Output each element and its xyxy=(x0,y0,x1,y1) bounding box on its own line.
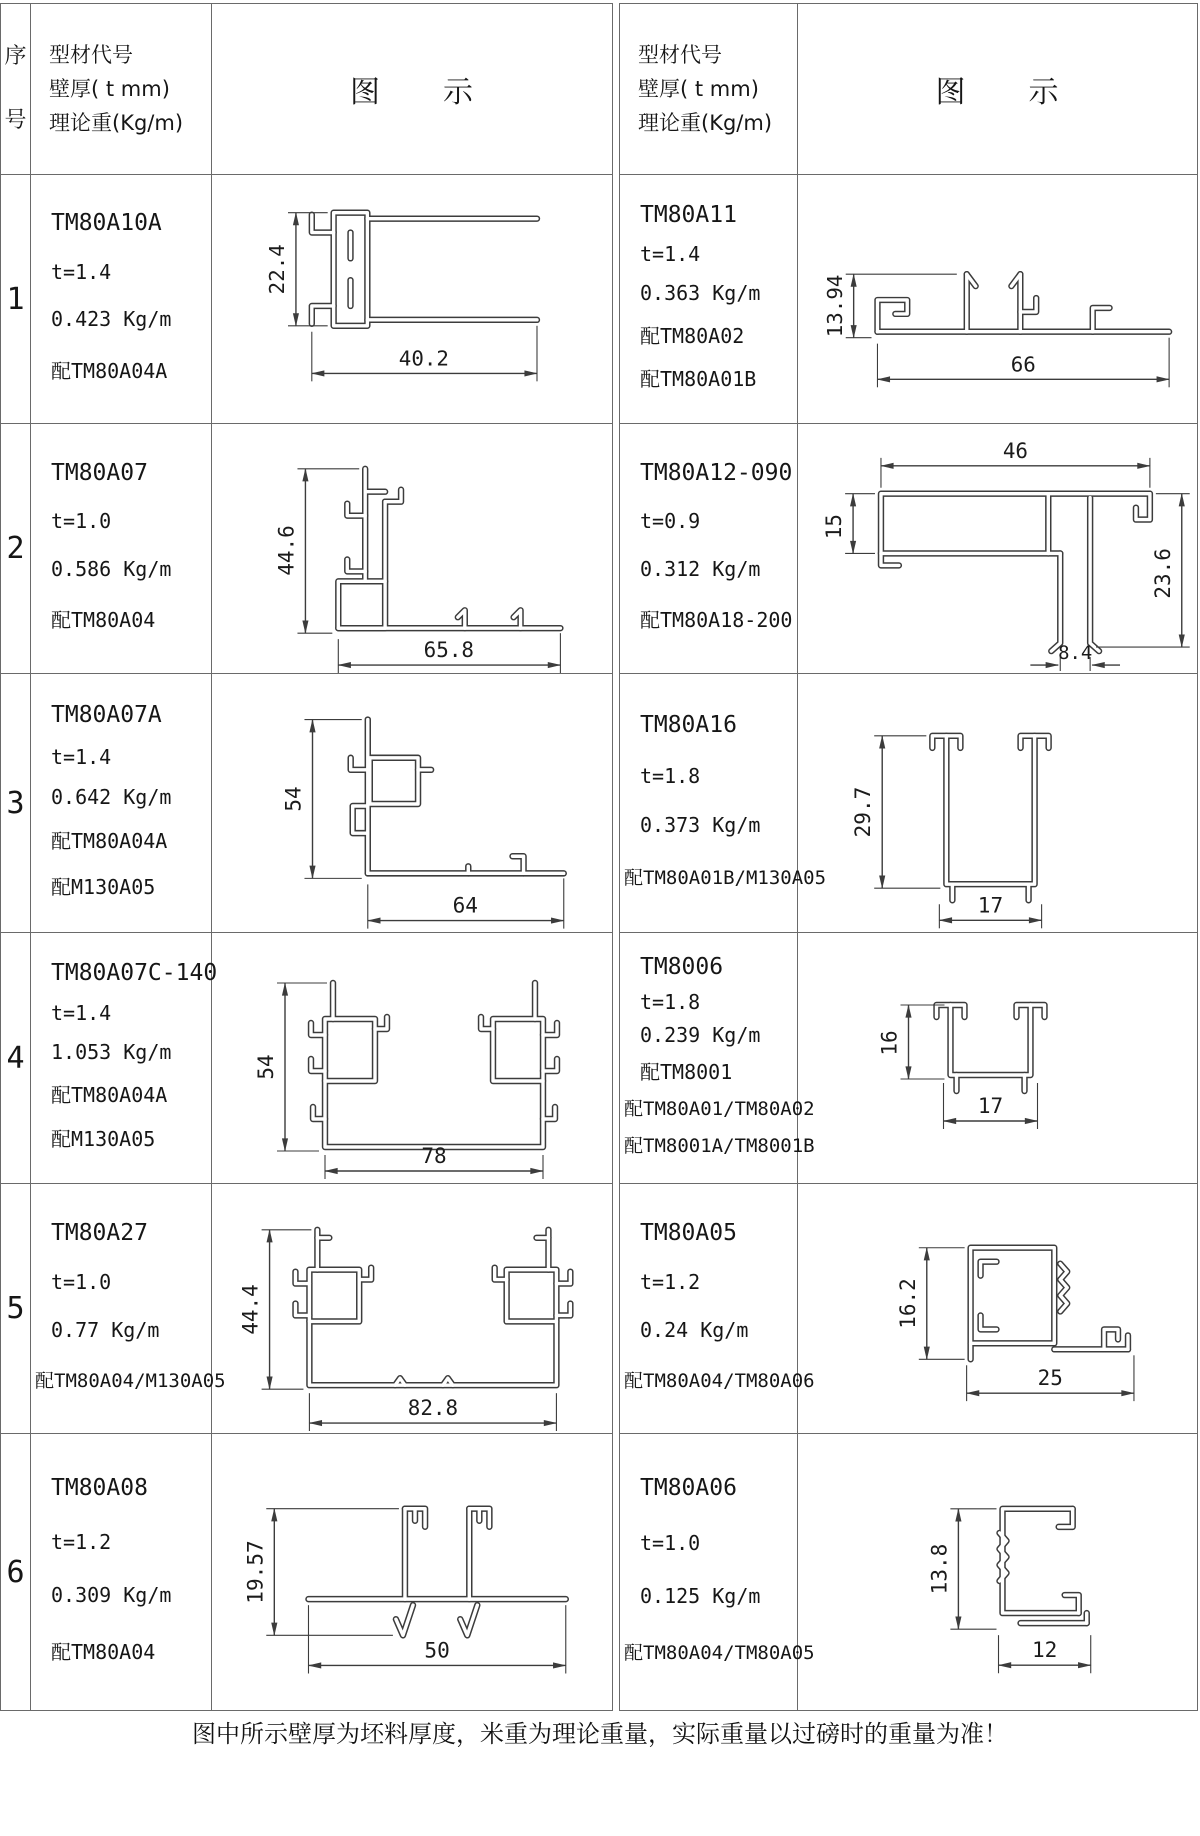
dim-width-label: 78 xyxy=(421,1144,447,1168)
profile-info-cell xyxy=(620,1434,815,1710)
profile-diagram xyxy=(212,674,612,932)
profile-thickness: t=1.2 xyxy=(640,1270,701,1294)
profile-weight: 0.363 Kg/m xyxy=(640,280,761,305)
row-number: 6 xyxy=(1,1434,31,1710)
profile-match: 配M130A05 xyxy=(51,874,156,899)
info-header-line: 壁厚( t mm) xyxy=(638,76,759,101)
profile-code: TM80A11 xyxy=(640,201,737,228)
profile-diagram xyxy=(798,674,1197,932)
profile-drawing-cell xyxy=(212,933,612,1184)
profile-info-cell xyxy=(620,175,798,424)
profile-diagram xyxy=(798,175,1197,423)
footer-note: 图中所示壁厚为坯料厚度，米重为理论重量，实际重量以过磅时的重量为准！ xyxy=(192,1720,1008,1748)
diagram-header-cell xyxy=(798,4,1197,175)
profile-match: 配TM80A04A xyxy=(51,1083,168,1107)
profile-weight: 0.373 Kg/m xyxy=(640,813,761,838)
dim-width-label: 12 xyxy=(1031,1637,1058,1663)
profile-diagram xyxy=(798,933,1197,1183)
seq-header-cell xyxy=(1,4,31,175)
profile-match: 配TM80A01B/M130A05 xyxy=(624,867,827,890)
profile-code: TM80A07A xyxy=(51,702,162,729)
info-header-line: 壁厚( t mm) xyxy=(49,76,170,101)
profile-thickness: t=1.2 xyxy=(51,1530,112,1554)
profile-thickness: t=1.4 xyxy=(640,242,701,267)
profile-weight: 0.125 Kg/m xyxy=(640,1584,761,1609)
profile-code: TM80A05 xyxy=(640,1220,737,1246)
info-header-cell xyxy=(31,4,212,175)
profile-thickness: t=1.4 xyxy=(51,259,112,284)
row-number: 5 xyxy=(1,1184,31,1434)
dim-height-label: 19.57 xyxy=(242,1540,268,1604)
info-header-cell xyxy=(620,4,798,175)
profile-match: 配TM80A04A xyxy=(51,358,168,383)
dim-height-label: 16 xyxy=(877,1030,902,1056)
profile-diagram xyxy=(798,424,1197,673)
diagram-header-label: 图 示 xyxy=(350,75,474,110)
dim-height-label: 54 xyxy=(254,1054,278,1080)
dim-height-label: 16.2 xyxy=(895,1278,920,1329)
dim-width-label: 64 xyxy=(452,892,478,918)
info-header-line: 理论重(Kg/m) xyxy=(49,111,184,135)
dim-width-label: 65.8 xyxy=(423,638,475,663)
dim-width-label: 50 xyxy=(424,1637,450,1663)
profile-diagram xyxy=(798,1434,1197,1710)
profile-match: 配TM80A04 xyxy=(51,1640,156,1664)
row-number: 2 xyxy=(1,424,31,674)
profile-weight: 1.053 Kg/m xyxy=(51,1040,172,1064)
profile-weight: 0.24 Kg/m xyxy=(640,1318,749,1342)
profile-diagram xyxy=(212,1184,612,1433)
profile-info-cell xyxy=(620,1184,815,1434)
profile-diagram xyxy=(212,1434,612,1710)
profile-info-cell xyxy=(620,933,815,1184)
dim-height-label: 22.4 xyxy=(265,244,290,295)
profile-info-cell xyxy=(31,175,212,424)
profile-drawing-cell xyxy=(798,424,1197,674)
profile-code: TM80A10A xyxy=(51,210,162,237)
profile-drawing-cell xyxy=(212,1184,612,1434)
profile-thickness: t=1.4 xyxy=(51,744,112,769)
profile-weight: 0.642 Kg/m xyxy=(51,784,172,809)
info-header-line: 型材代号 xyxy=(638,42,722,67)
profile-thickness: t=1.0 xyxy=(51,509,112,534)
profile-weight: 0.586 Kg/m xyxy=(51,556,172,581)
profile-match: 配TM80A01B xyxy=(640,367,757,392)
dim-height-label: 44.4 xyxy=(238,1284,263,1335)
profile-match: 配TM80A04/TM80A05 xyxy=(624,1641,815,1664)
profile-drawing-cell xyxy=(798,933,1197,1184)
profile-drawing-cell xyxy=(798,175,1197,424)
profile-diagram xyxy=(798,1184,1197,1433)
profile-match: 配TM8001A/TM8001B xyxy=(624,1134,815,1157)
profile-match: 配M130A05 xyxy=(51,1127,156,1151)
dim-width-label: 82.8 xyxy=(407,1396,459,1421)
profile-diagram xyxy=(212,933,612,1183)
profile-drawing-cell xyxy=(798,1184,1197,1434)
dim-width-label: 40.2 xyxy=(398,346,449,371)
dim-bottom-label: 8.4 xyxy=(1058,642,1093,665)
dim-height-label: 13.94 xyxy=(822,274,847,338)
profile-weight: 0.239 Kg/m xyxy=(640,1022,761,1047)
profile-thickness: t=0.9 xyxy=(640,509,701,534)
profile-match: 配TM80A04 xyxy=(51,608,156,633)
dim-right-label: 23.6 xyxy=(1150,548,1175,599)
profile-match: 配TM80A18-200 xyxy=(640,608,793,633)
profile-code: TM80A27 xyxy=(51,1220,148,1246)
profile-drawing-cell xyxy=(212,674,612,933)
dim-width-label: 66 xyxy=(1010,352,1036,377)
profile-drawing-cell xyxy=(798,1434,1197,1710)
profile-match: 配TM8001 xyxy=(640,1060,733,1085)
info-header-line: 型材代号 xyxy=(49,42,133,67)
row-number: 1 xyxy=(1,175,31,424)
profile-table-right xyxy=(619,3,1198,1711)
profile-drawing-cell xyxy=(212,424,612,674)
info-header-line: 理论重(Kg/m) xyxy=(638,111,773,135)
profile-thickness: t=1.4 xyxy=(51,1001,112,1025)
profile-code: TM80A08 xyxy=(51,1475,148,1501)
profile-info-cell xyxy=(31,424,212,674)
profile-drawing-cell xyxy=(212,1434,612,1710)
dim-height-label: 29.7 xyxy=(850,786,876,838)
dim-height-label: 54 xyxy=(280,786,306,812)
profile-match: 配TM80A04/TM80A06 xyxy=(624,1370,815,1392)
profile-info-cell xyxy=(31,674,212,933)
profile-match: 配TM80A04A xyxy=(51,829,168,854)
profile-code: TM8006 xyxy=(640,954,724,981)
profile-info-cell xyxy=(620,424,798,674)
profile-thickness: t=1.0 xyxy=(640,1530,701,1555)
profile-code: TM80A12-090 xyxy=(640,459,793,486)
profile-match: 配TM80A04/M130A05 xyxy=(35,1370,226,1392)
profile-drawing-cell xyxy=(212,175,612,424)
row-number: 3 xyxy=(1,674,31,933)
dim-left-label: 15 xyxy=(822,513,847,540)
profile-drawing-cell xyxy=(798,674,1197,933)
profile-info-cell xyxy=(31,933,218,1184)
profile-code: TM80A07 xyxy=(51,459,148,486)
profile-match: 配TM80A02 xyxy=(640,323,745,348)
profile-info-cell xyxy=(31,1184,226,1434)
profile-thickness: t=1.0 xyxy=(51,1270,112,1294)
dim-width-label: 17 xyxy=(977,1094,1004,1118)
profile-weight: 0.423 Kg/m xyxy=(51,307,172,332)
dim-top-label: 46 xyxy=(1002,438,1029,463)
profile-weight: 0.77 Kg/m xyxy=(51,1318,160,1342)
diagram-header-label: 图 示 xyxy=(935,75,1060,110)
dim-width-label: 17 xyxy=(977,892,1004,918)
profile-match: 配TM80A01/TM80A02 xyxy=(624,1098,815,1121)
profile-thickness: t=1.8 xyxy=(640,763,701,788)
profile-weight: 0.312 Kg/m xyxy=(640,556,761,581)
profile-info-cell xyxy=(31,1434,212,1710)
profile-code: TM80A16 xyxy=(640,711,737,738)
dim-height-label: 13.8 xyxy=(926,1543,952,1595)
profile-diagram xyxy=(212,424,612,673)
diagram-header-cell xyxy=(212,4,612,175)
profile-info-cell xyxy=(620,674,827,933)
seq-header-label: 序号 xyxy=(4,44,27,133)
profile-code: TM80A07C-140 xyxy=(51,960,218,986)
profile-diagram xyxy=(212,175,612,423)
profile-table-left xyxy=(0,3,613,1711)
dim-height-label: 44.6 xyxy=(274,525,299,576)
profile-code: TM80A06 xyxy=(640,1475,737,1502)
row-number: 4 xyxy=(1,933,31,1184)
profile-weight: 0.309 Kg/m xyxy=(51,1583,172,1607)
profile-thickness: t=1.8 xyxy=(640,989,701,1014)
dim-width-label: 25 xyxy=(1037,1366,1063,1391)
